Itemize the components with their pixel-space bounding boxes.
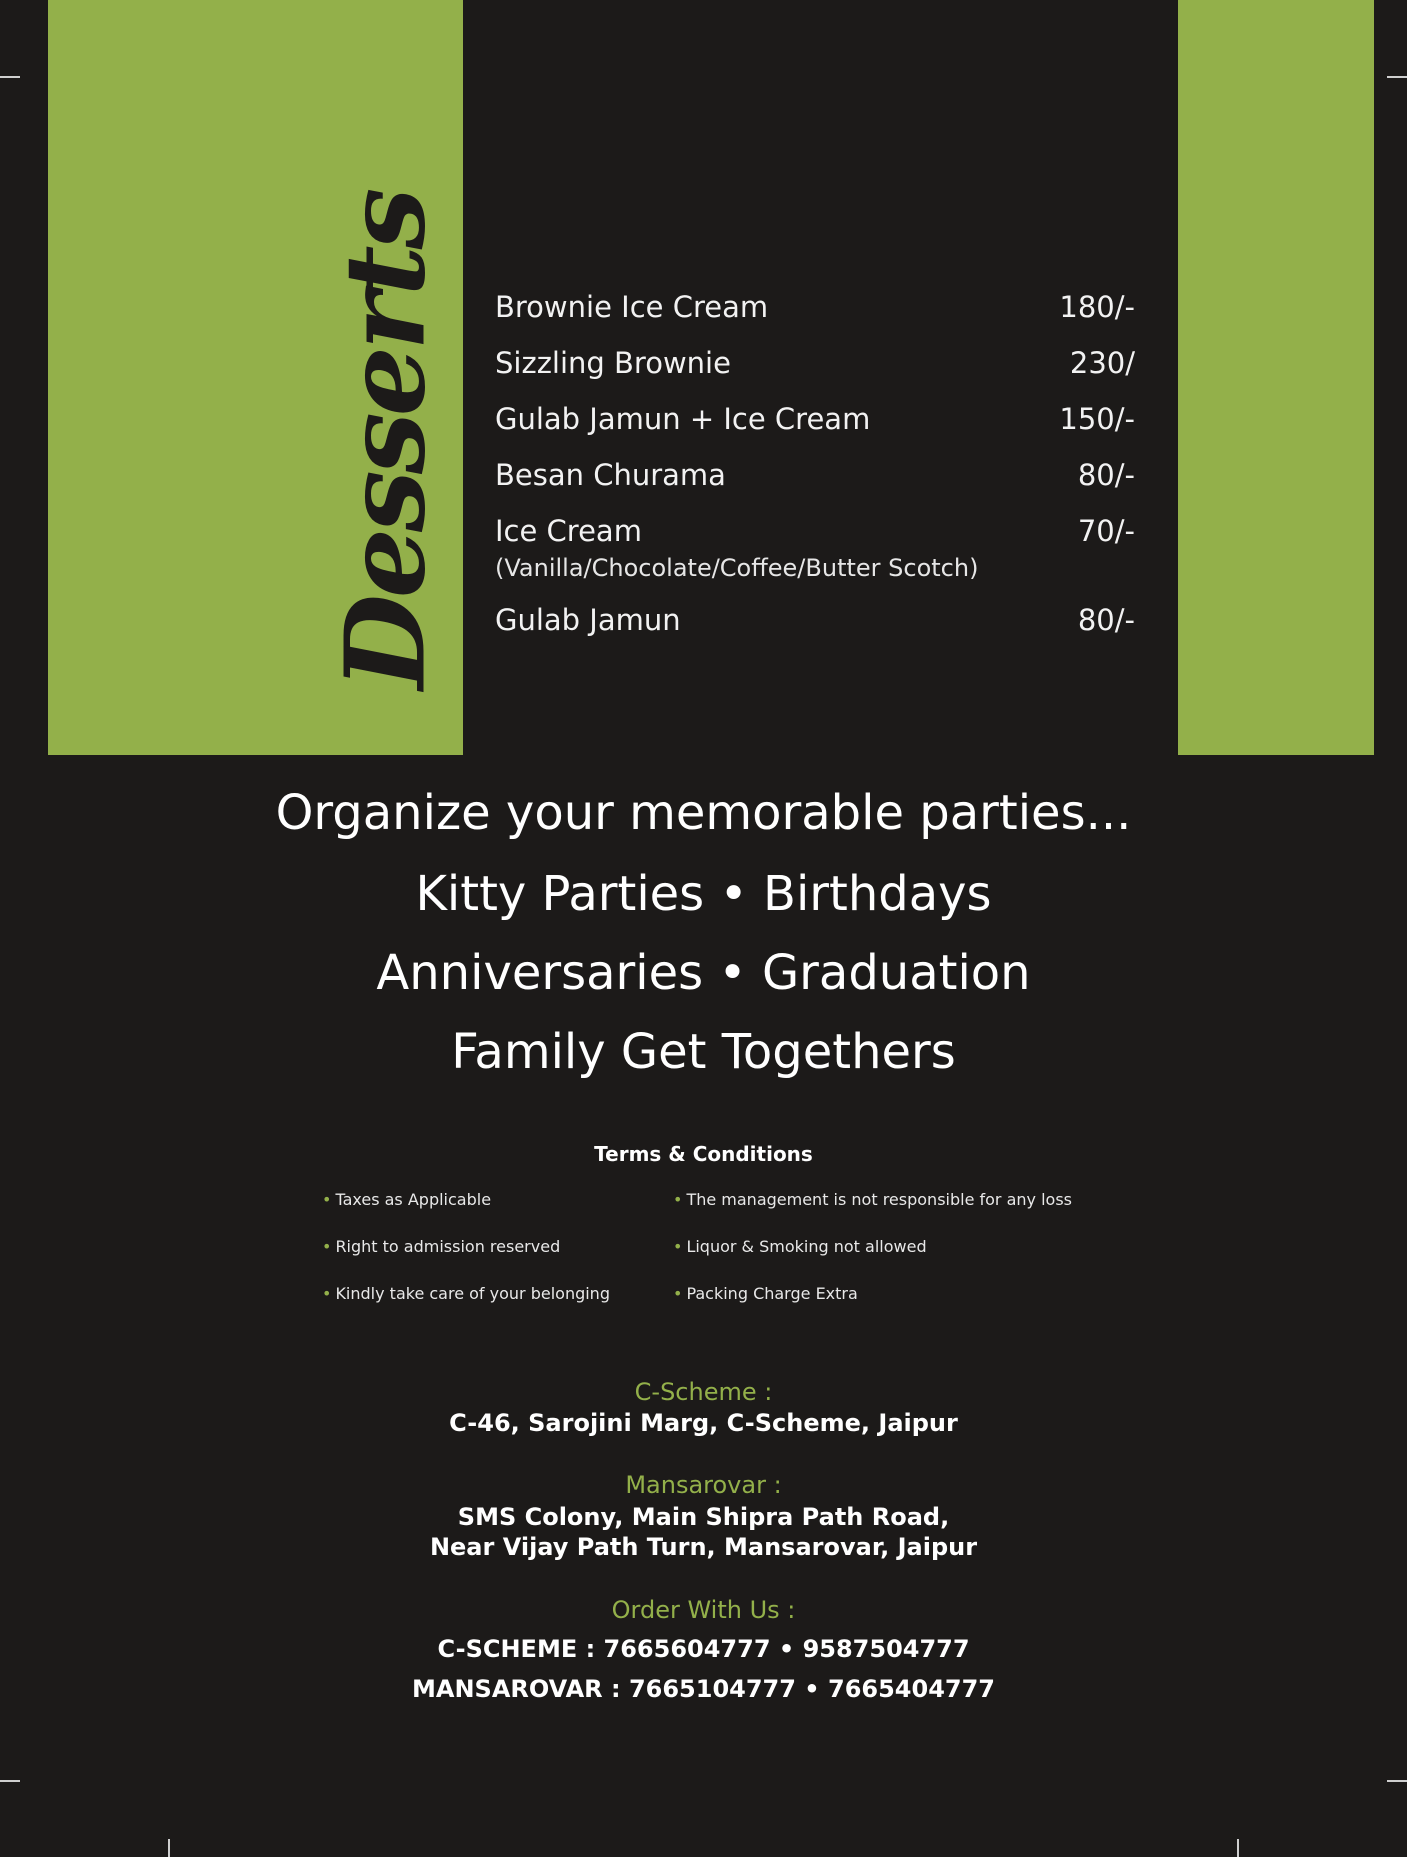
item-price: 230/ (1069, 346, 1135, 380)
cscheme-address: C-46, Sarojini Marg, C-Scheme, Jaipur (449, 1409, 958, 1437)
menu-item (495, 346, 1135, 402)
terms-column-right (673, 1190, 1072, 1331)
item-name: Sizzling Brownie (495, 346, 731, 380)
menu-item (495, 458, 1135, 514)
crop-mark (168, 1839, 170, 1857)
term-text: Liquor & Smoking not allowed (686, 1237, 927, 1256)
terms-title: Terms & Conditions (594, 1142, 813, 1166)
item-name: Brownie Ice Cream (495, 290, 769, 324)
term-item (673, 1190, 1072, 1237)
dessert-menu (495, 290, 1135, 659)
crop-mark (1387, 1780, 1407, 1782)
term-text: Packing Charge Extra (686, 1284, 858, 1303)
bullet-icon: • (673, 1284, 683, 1303)
bullet-icon: • (673, 1190, 683, 1209)
crop-mark (1387, 76, 1407, 78)
mansarovar-address-line2: Near Vijay Path Turn, Mansarovar, Jaipur (429, 1533, 978, 1561)
mansarovar-label: Mansarovar : (625, 1471, 782, 1499)
item-note: (Vanilla/Chocolate/Coffee/Butter Scotch) (495, 554, 979, 582)
menu-item (495, 402, 1135, 458)
term-text: Taxes as Applicable (335, 1190, 492, 1209)
menu-item (495, 603, 1135, 659)
menu-heading: Desserts (320, 191, 450, 689)
bullet-icon: • (322, 1237, 332, 1256)
accent-panel-right (1178, 0, 1374, 755)
item-name: Besan Churama (495, 458, 726, 492)
item-name: Gulab Jamun (495, 603, 681, 637)
item-price: 80/- (1077, 458, 1135, 492)
bullet-icon: • (673, 1237, 683, 1256)
promo-line: Kitty Parties • Birthdays (415, 866, 992, 922)
item-price: 150/- (1059, 402, 1135, 436)
menu-item (495, 514, 1135, 603)
promo-line: Anniversaries • Graduation (376, 945, 1031, 1001)
item-price: 180/- (1059, 290, 1135, 324)
term-item (322, 1237, 610, 1284)
term-item (673, 1237, 1072, 1284)
term-text: Right to admission reserved (335, 1237, 561, 1256)
term-text: The management is not responsible for any loss (686, 1190, 1072, 1209)
terms-column-left (322, 1190, 610, 1331)
mansarovar-address-line1: SMS Colony, Main Shipra Path Road, (457, 1503, 950, 1531)
term-text: Kindly take care of your belonging (335, 1284, 610, 1303)
menu-item (495, 290, 1135, 346)
order-label: Order With Us : (611, 1596, 796, 1624)
promo-headline: Organize your memorable parties... (275, 785, 1132, 841)
term-item (673, 1284, 1072, 1331)
item-name: Gulab Jamun + Ice Cream (495, 402, 871, 436)
term-item (322, 1284, 610, 1331)
cscheme-label: C-Scheme : (634, 1378, 773, 1406)
bullet-icon: • (322, 1284, 332, 1303)
order-phone-mansarovar: MANSAROVAR : 7665104777 • 7665404777 (412, 1675, 995, 1703)
crop-mark (0, 1780, 20, 1782)
bullet-icon: • (322, 1190, 332, 1209)
promo-line: Family Get Togethers (451, 1024, 956, 1080)
item-name: Ice Cream (495, 514, 642, 548)
crop-mark (0, 76, 20, 78)
crop-mark (1237, 1839, 1239, 1857)
item-price: 80/- (1077, 603, 1135, 637)
term-item (322, 1190, 610, 1237)
item-price: 70/- (1077, 514, 1135, 548)
order-phone-cscheme: C-SCHEME : 7665604777 • 9587504777 (437, 1635, 970, 1663)
menu-heading-wrap (300, 191, 470, 689)
